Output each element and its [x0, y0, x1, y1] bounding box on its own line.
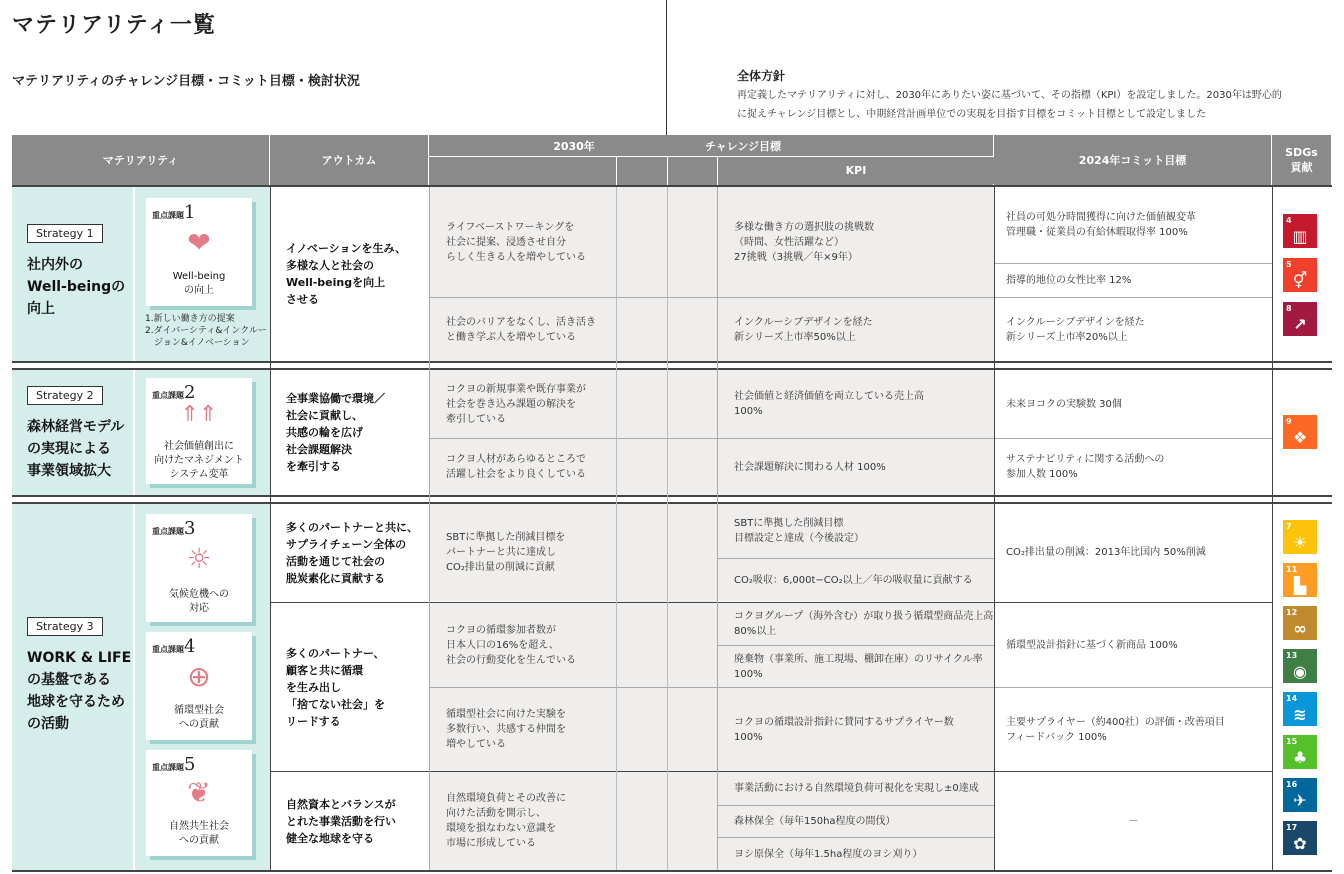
strategy1-2030-a: ライフベーストワーキングを 社会に提案、浸透させ自分 らしく生きる人を増やしている	[430, 187, 617, 297]
strategy2-name: 森林経営モデル の実現による 事業領域拡大	[27, 419, 125, 479]
strategy3-kpi-1a: SBTに準拠した削減目標 目標設定と達成（今後設定）	[718, 504, 994, 558]
header-sdgs: SDGs 貢献	[1272, 135, 1332, 185]
strategy3-commit-2a: 循環型設計指針に基づく新商品 100%	[1006, 639, 1178, 651]
strategy3-commit-3: －	[1128, 815, 1139, 827]
strategy2-commit-a: 未来ヨコクの実験数 30個	[1006, 398, 1122, 410]
focus-card-1: 重点課題1 ❤ Well-being の向上	[146, 198, 252, 306]
col-rule	[616, 187, 617, 870]
focus-card-5: 重点課題5 ❦ 自然共生社会 への貢献	[146, 750, 252, 856]
row-rule	[430, 297, 1272, 298]
book-icon: ▥	[1292, 227, 1308, 246]
strategy3-outcome-2: 多くのパートナー、 顧客と共に循環 を生み出し 「捨てない社会」を リードする	[286, 646, 385, 728]
divider	[666, 0, 667, 136]
focus-list: 1.新しい働き方の提案 2.ダイバーシティ&インクルー ジョン&イノベーション	[145, 314, 267, 348]
strategy2-2030-a: コクヨの新規事業や既存事業が 社会を巻き込み課題の解決を 牽引している	[430, 370, 617, 438]
col-rule	[994, 187, 995, 870]
row-rule	[718, 837, 994, 838]
header-commit: 2024年コミット目標	[994, 135, 1272, 185]
dove-icon: ✈	[1293, 791, 1307, 810]
sdg-12: 12 ∞	[1283, 606, 1317, 640]
strategy3-kpi-3c: ヨシ原保全（毎年1.5ha程度のヨシ刈り）	[718, 838, 994, 870]
strategy3-2030-1: SBTに準拠した削減目標を パートナーと共に達成し CO₂排出量の削減に貢献	[430, 504, 617, 601]
header-kpi: KPI	[718, 157, 994, 184]
strategy3-outcome-1: 多くのパートナーと共に、 サプライチェーン全体の 活動を通じて社会の 脱炭素化に貢献する	[286, 520, 418, 585]
sdg-9: 9 ❖	[1283, 415, 1317, 449]
row-rule	[718, 645, 994, 646]
header-rule	[667, 156, 668, 185]
strategy2-kpi-a: 社会価値と経済価値を両立している売上高 100%	[718, 370, 994, 438]
row-rule	[995, 263, 1272, 264]
strategy3-commit-1: CO₂排出量の削減：2013年比国内 50%削減	[1006, 547, 1206, 558]
strategy3-kpi-3a: 事業活動における自然環境負荷可視化を実現し±0達成	[718, 772, 994, 805]
section-rule	[12, 870, 1332, 872]
strategy3-outcome-3: 自然資本とバランスが とれた事業活動を行い 健全な地球を守る	[286, 797, 396, 845]
cubes-icon: ❖	[1292, 428, 1308, 447]
fish-icon: ≋	[1293, 705, 1307, 724]
policy-text: 再定義したマテリアリティに対し、2030年にありたい姿に基づいて、その指標（KPI）を設定しました。2030年は野心的 に捉えチャレンジ目標とし、中期経営計画単位での実現を目指す目標をコミット目標として設定しました	[737, 90, 1282, 120]
row-rule	[270, 771, 1272, 772]
strategy2-kpi-b: 社会課題解決に関わる人材 100%	[718, 439, 994, 495]
sdg-4: 4 ▥	[1283, 214, 1317, 248]
strategy1-2030-b: 社会のバリアをなくし、活き活き と働き学ぶ人を増やしている	[430, 298, 617, 361]
sdg-11: 11 ▙	[1283, 563, 1317, 597]
sdg-8: 8 ↗	[1283, 302, 1317, 336]
focus-card-4: 重点課題4 ⊕ 循環型社会 への貢献	[146, 632, 252, 740]
strategy2-commit-b: サステナビリティに関する活動への 参加人数 100%	[1006, 454, 1165, 480]
growth-chart-icon: ↗	[1293, 315, 1307, 334]
policy-block	[737, 67, 1337, 124]
section-rule	[12, 495, 1332, 497]
strategy1-name: 社内外の Well-beingの 向上	[27, 257, 126, 317]
sdg-14: 14 ≋	[1283, 692, 1317, 726]
header-challenge: チャレンジ目標	[704, 140, 782, 153]
strategy3-2030-3: 自然環境負荷とその改善に 向けた活動を開示し、 環境を損なわない意識を 市場に形成している	[430, 772, 617, 870]
section-rule	[12, 361, 1332, 363]
strategy2-2030-b: コクヨ人材があらゆるところで 活躍し社会をより良くしている	[430, 439, 617, 495]
col-rule	[1272, 187, 1273, 870]
sdg-15: 15 ♣	[1283, 735, 1317, 769]
header-materiality: マテリアリティ	[12, 135, 270, 185]
panel-split	[133, 187, 135, 361]
row-rule	[718, 558, 994, 559]
gender-icon: ⚥	[1292, 271, 1308, 290]
col-rule	[667, 187, 668, 870]
row-rule	[270, 602, 1272, 603]
col-rule	[270, 187, 271, 870]
sprout-hands-icon: ❦	[187, 776, 211, 809]
strategy1-commit-c: インクルーシブデザインを経た 新シリーズ上市率20%以上	[1006, 316, 1145, 343]
panel-split	[133, 370, 135, 495]
flower-icon: ✿	[1293, 834, 1307, 853]
trees-icon: ⇑⇑	[180, 402, 218, 427]
strategy1-tag: Strategy 1	[27, 224, 103, 243]
strategy3-kpi-1b: CO₂吸収：6,000t−CO₂以上／年の吸収量に貢献する	[718, 559, 994, 601]
strategy3-kpi-2b: 廃棄物（事業所、施工現場、棚卸在庫）のリサイクル率 100%	[718, 646, 994, 687]
focus-card-2: 重点課題2 ⇑⇑ 社会価値創出に 向けたマネジメント システム変革	[146, 378, 252, 484]
eye-icon: ◉	[1293, 662, 1307, 681]
sdg-13: 13 ◉	[1283, 649, 1317, 683]
strategy3-kpi-2a: コクヨグループ（海外含む）が取り扱う循環型商品売上高 80%以上	[718, 603, 994, 645]
col-rule	[717, 187, 718, 870]
strategy3-commit-2b: 主要サプライヤー（約400社）の評価・改善項目 フィードバック 100%	[1006, 716, 1225, 743]
strategy3-2030-2b: 循環型社会に向けた実験を 多数行い、共感する仲間を 増やしている	[430, 688, 617, 771]
sdg-17: 17 ✿	[1283, 821, 1317, 855]
strategy3-2030-2a: コクヨの循環参加者数が 日本人口の16%を超え、 社会の行動変化を生んでいる	[430, 603, 617, 687]
focus-card-3: 重点課題3 ☼ 気候危機への 対応	[146, 514, 252, 622]
sdg-16: 16 ✈	[1283, 778, 1317, 812]
col-rule	[429, 187, 430, 870]
infinity-icon: ∞	[1293, 619, 1307, 638]
tree-icon: ♣	[1292, 748, 1308, 767]
page-title: マテリアリティ一覧	[12, 13, 216, 38]
strategy1-outcome: イノベーションを生み、 多様な人と社会の Well-beingを向上 させる	[286, 242, 407, 306]
strategy1-commit-b: 指導的地位の女性比率 12%	[1006, 275, 1132, 286]
header-outcome: アウトカム	[270, 135, 429, 185]
sdg-5: 5 ⚥	[1283, 258, 1317, 292]
row-rule	[430, 687, 1272, 688]
page-subtitle: マテリアリティのチャレンジ目標・コミット目標・検討状況	[12, 74, 360, 89]
panel-split	[133, 504, 135, 870]
strategy3-kpi-3b: 森林保全（毎年150ha程度の間伐）	[718, 806, 994, 837]
strategy2-tag: Strategy 2	[27, 386, 103, 405]
sdg-7: 7 ☀	[1283, 520, 1317, 554]
strategy3-kpi-2c: コクヨの循環設計指針に賛同するサプライヤー数 100%	[718, 688, 994, 771]
strategy3-name: WORK & LIFE の基盤である 地球を守るため の活動	[27, 650, 132, 732]
strategy1-commit-a: 社員の可処分時間獲得に向けた価値観変革 管理職・従業員の有給休暇取得率 100%	[1006, 212, 1196, 238]
globe-icon: ⊕	[187, 660, 211, 693]
strategy1-kpi-a: 多様な働き方の選択肢の挑戦数 （時間、女性活躍など） 27挑戦（3挑戦／年×9年）	[718, 187, 994, 297]
row-rule	[718, 805, 994, 806]
city-icon: ▙	[1293, 576, 1307, 595]
strategy1-kpi-b: インクルーシブデザインを経た 新シリーズ上市率50%以上	[718, 298, 994, 361]
policy-title: 全体方針	[737, 69, 786, 83]
sun-icon: ☀	[1292, 533, 1308, 552]
strategy2-outcome: 全事業協働で環境／ 社会に貢献し、 共感の輪を広げ 社会課題解決 を牽引する	[286, 392, 385, 473]
climate-icon: ☼	[186, 542, 212, 575]
heart-hand-icon: ❤	[187, 226, 211, 259]
strategy3-tag: Strategy 3	[27, 617, 103, 636]
header-2030: 2030年	[429, 137, 719, 155]
header-rule	[616, 156, 617, 185]
row-rule	[430, 438, 1272, 439]
